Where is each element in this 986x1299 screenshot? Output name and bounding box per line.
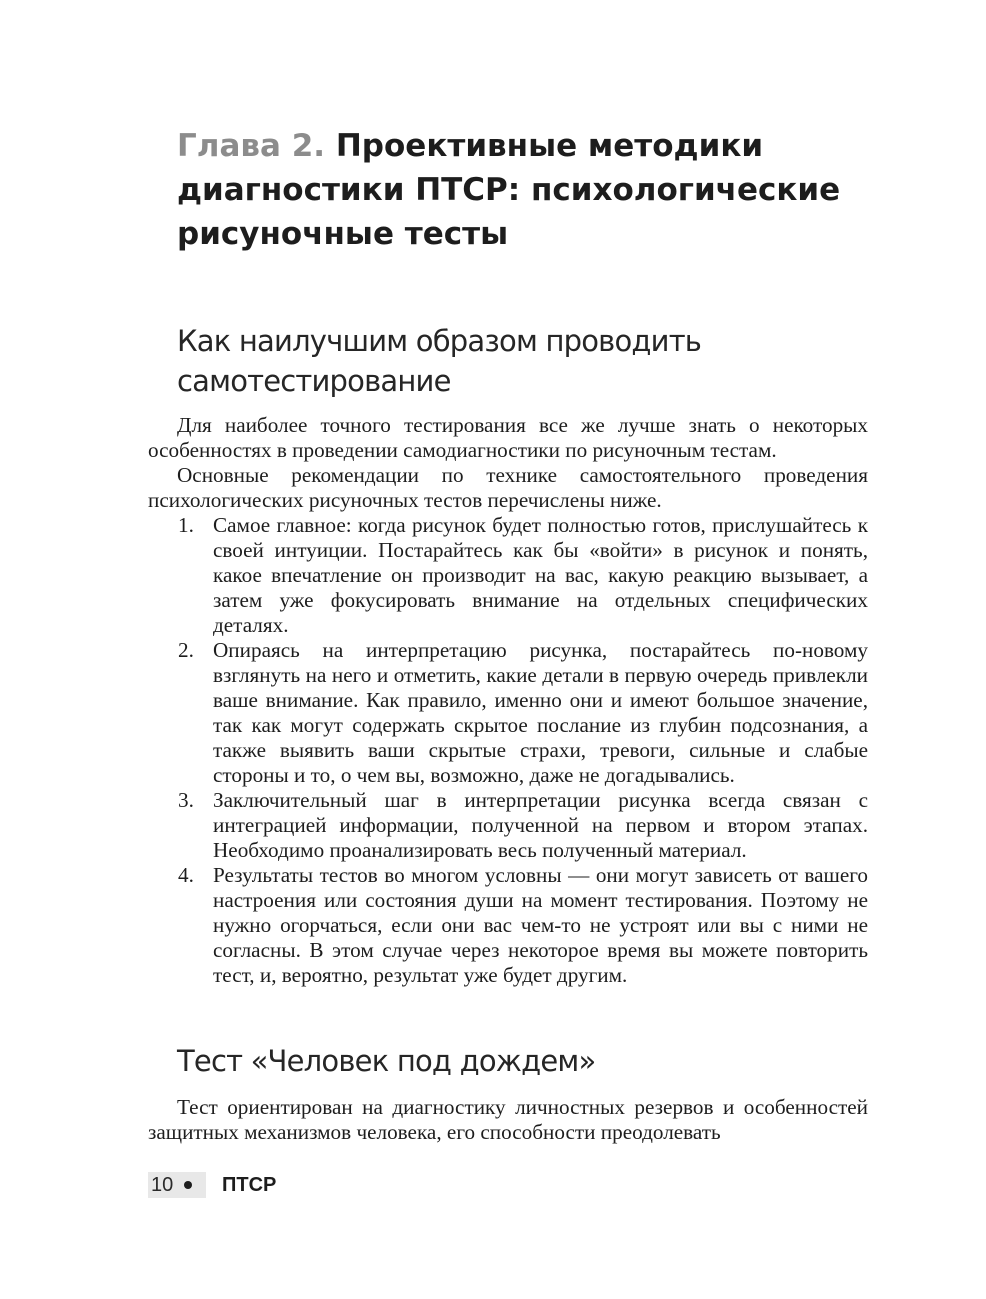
list-item — [148, 863, 868, 988]
chapter-title-text: Проективные методики диагностики ПТСР: психологические рисуночные тесты — [177, 128, 841, 252]
section-title-self-testing: Как наилучшим образом проводить самотестирование — [177, 324, 702, 398]
section-body-rain-test — [148, 1095, 868, 1145]
bullet-dot-icon — [184, 1181, 192, 1189]
page-number: 10 — [151, 1173, 174, 1196]
recommendations-list — [148, 513, 868, 988]
running-title: ПТСР — [222, 1173, 277, 1196]
list-item-text: Результаты тестов во многом условны — они могут зависеть от вашего настроения или состояния души на момент тестирования. Поэтому не нужно огорчаться, если они вас чем-то не устроят или вы с ними не согласны. В этом случае через некоторое время вы можете повторить тест, и, вероятно, результат уже будет другим. — [213, 863, 868, 987]
list-item-text: Опираясь на интерпретацию рисунка, постарайтесь по-новому взглянуть на него и отметить, какие детали в первую очередь привлекли ваше внимание. Как правило, именно они и имеют большое значение, так как могут содержать скрытое послание из глубин подсознания, а также выявить ваши скрытые страхи, тревоги, сильные и слабые стороны и то, о чем вы, возможно, даже не догадывались. — [213, 638, 868, 787]
list-item — [148, 638, 868, 788]
list-item-number: 1. — [178, 513, 194, 537]
chapter-title — [177, 124, 897, 256]
paragraph: Тест ориентирован на диагностику личностных резервов и особенностей защитных механизмов человека, его способности преодолевать — [148, 1095, 868, 1144]
page-number-box — [148, 1172, 206, 1198]
list-item-text: Заключительный шаг в интерпретации рисунка всегда связан с интеграцией информации, полученной на первом и втором этапах. Необходимо проанализировать весь полученный материал. — [213, 788, 868, 862]
paragraph: Для наиболее точного тестирования все же лучше знать о некоторых особенностях в проведении самодиагностики по рисуночным тестам. — [148, 413, 868, 462]
list-item-text: Самое главное: когда рисунок будет полностью готов, прислушайтесь к своей интуиции. Постарайтесь как бы «войти» в рисунок и понять, какое впечатление он производит на вас, какую реакцию вызывает, а затем уже фокусировать внимание на отдельных специфических деталях. — [213, 513, 868, 637]
paragraph: Основные рекомендации по технике самостоятельного проведения психологических рисуночных тестов перечислены ниже. — [148, 463, 868, 512]
list-item-number: 4. — [178, 863, 194, 887]
list-item — [148, 513, 868, 638]
list-item-number: 2. — [178, 638, 194, 662]
page-footer — [148, 1172, 276, 1198]
section-title-rain-test: Тест «Человек под дождем» — [177, 1044, 596, 1078]
chapter-label: Глава 2. — [177, 128, 326, 164]
list-item-number: 3. — [178, 788, 194, 812]
section-body-self-testing — [148, 413, 868, 988]
list-item — [148, 788, 868, 863]
